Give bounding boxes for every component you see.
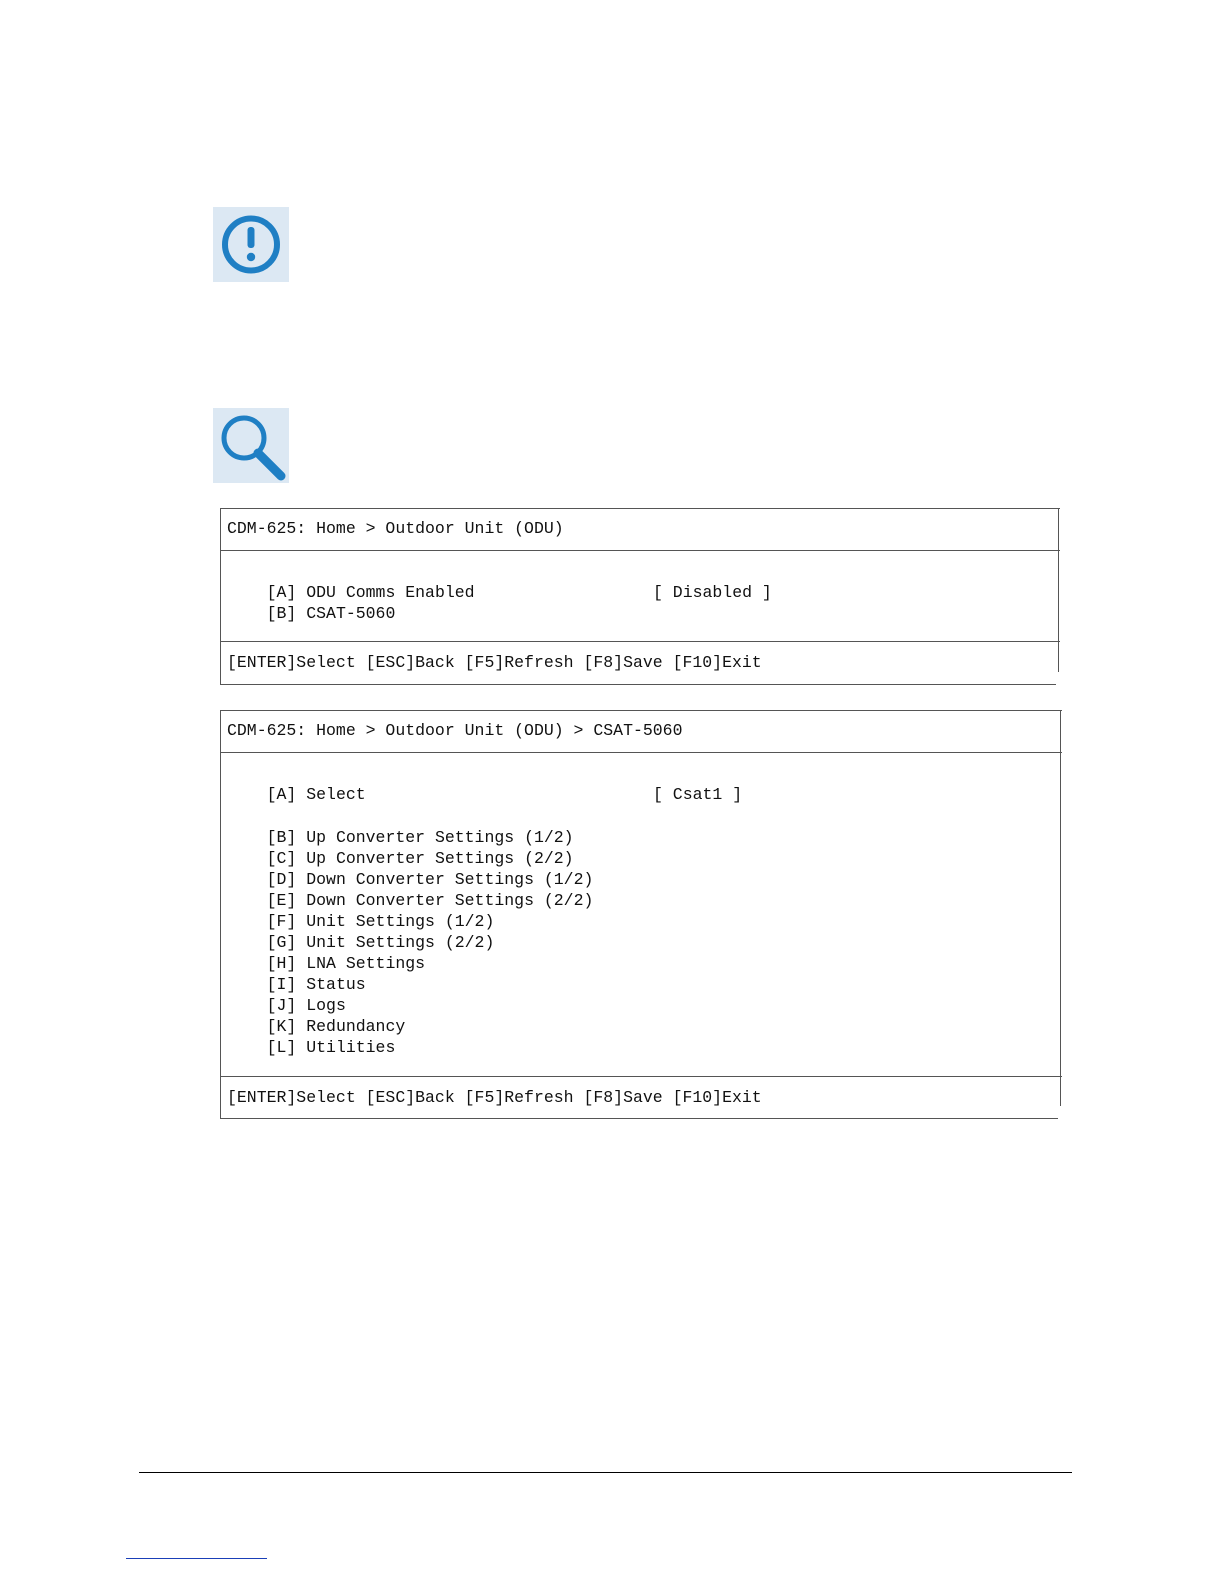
menu-item-csat-5060[interactable] [227,582,395,645]
page-footer-rule [139,1472,1072,1473]
menu-item-utilities[interactable] [227,1016,395,1079]
odu-comms-value: [ Disabled ] [653,583,772,602]
footer-key-help: [ENTER]Select [ESC]Back [F5]Refresh [F8]Save [F10]Exit [227,653,762,672]
menu-label: LNA Settings [306,954,426,973]
magnifier-icon [213,408,289,483]
csat-5060-menu-screen [220,710,1062,1120]
menu-key: [D] [266,870,297,889]
menu-key: [E] [266,891,297,910]
select-value: [ Csat1 ] [653,785,743,804]
important-icon [213,207,289,282]
menu-label: Redundancy [306,1017,406,1036]
footer-key-help: [ENTER]Select [ESC]Back [F5]Refresh [F8]Save [F10]Exit [227,1088,762,1107]
menu-key: [F] [266,912,297,931]
menu-key: [J] [266,996,297,1015]
menu-label: Unit Settings (2/2) [306,933,495,952]
menu-label: Unit Settings (1/2) [306,912,495,931]
menu-label: Down Converter Settings (1/2) [306,870,594,889]
menu-label: CSAT-5060 [306,604,396,623]
odu-menu-screen [220,508,1060,686]
menu-key: [A] [266,785,297,804]
menu-label: Select [306,785,366,804]
menu-key: [G] [266,933,297,952]
menu-label: ODU Comms Enabled [306,583,475,602]
footer-link-underline[interactable] [126,1558,267,1559]
menu-label: Utilities [306,1038,396,1057]
menu-key: [L] [266,1038,297,1057]
menu-key: [H] [266,954,297,973]
menu-label: Up Converter Settings (2/2) [306,849,574,868]
screen-title: CDM-625: Home > Outdoor Unit (ODU) > CSAT-5060 [227,721,683,740]
menu-label: Up Converter Settings (1/2) [306,828,574,847]
screen-title: CDM-625: Home > Outdoor Unit (ODU) [227,519,564,538]
menu-key: [K] [266,1017,297,1036]
menu-key: [I] [266,975,297,994]
menu-key: [B] [266,828,297,847]
menu-label: Down Converter Settings (2/2) [306,891,594,910]
menu-label: Status [306,975,366,994]
menu-key: [C] [266,849,297,868]
menu-key: [B] [266,604,297,623]
menu-label: Logs [306,996,346,1015]
menu-key: [A] [266,583,297,602]
